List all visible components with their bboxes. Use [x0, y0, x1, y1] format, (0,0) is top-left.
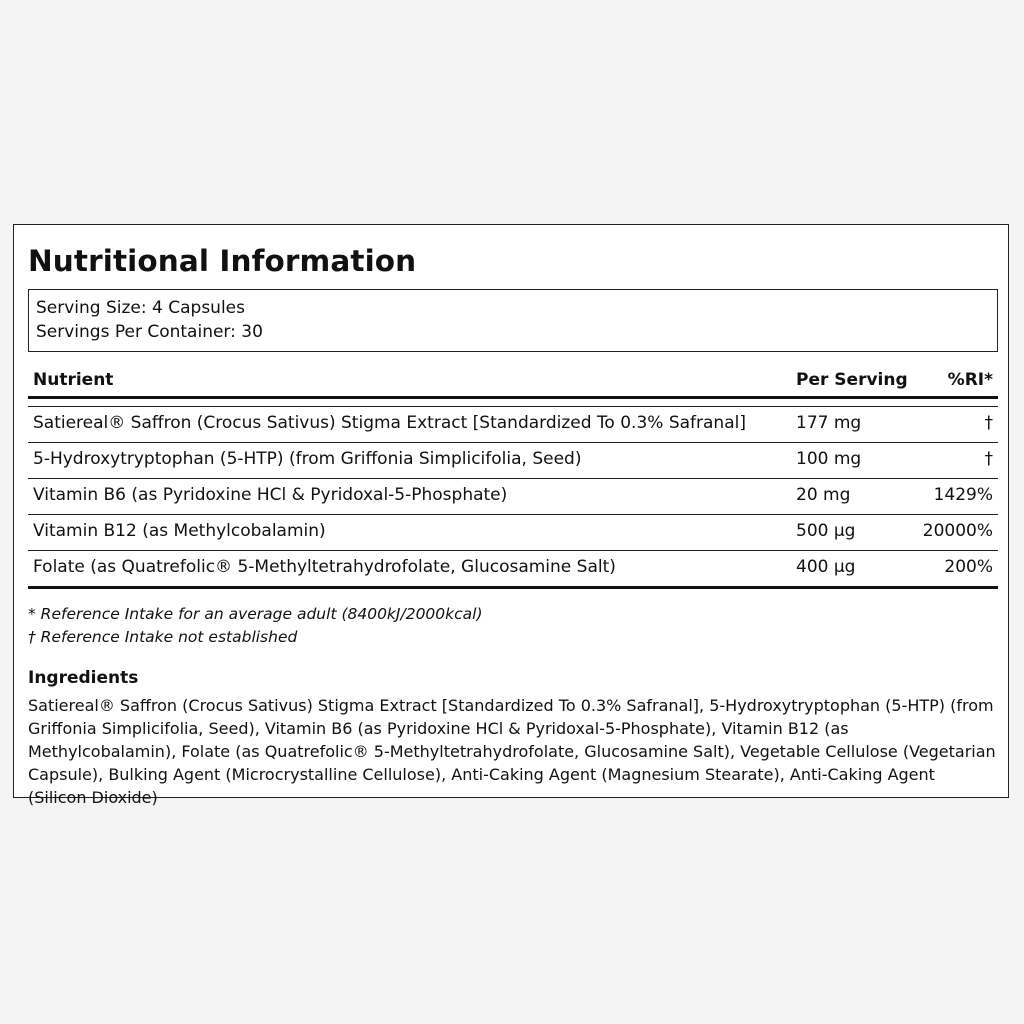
nutrient-amount: 20 mg	[796, 485, 851, 505]
table-row	[28, 443, 998, 479]
footnote-reference-intake: * Reference Intake for an average adult (8400kJ/2000kcal)	[28, 605, 483, 623]
nutrient-ri: 20000%	[922, 521, 993, 541]
table-row	[28, 479, 998, 515]
nutrition-panel	[13, 224, 1009, 807]
header-nutrient: Nutrient	[33, 370, 114, 390]
nutrient-name: 5-Hydroxytryptophan (5-HTP) (from Griffonia Simplicifolia, Seed)	[33, 449, 582, 469]
nutrient-name: Vitamin B6 (as Pyridoxine HCl & Pyridoxal-5-Phosphate)	[33, 485, 508, 505]
panel-title: Nutritional Information	[28, 244, 417, 278]
table-row	[28, 551, 998, 589]
header-ri: %RI*	[947, 370, 993, 390]
nutrient-amount: 500 µg	[796, 521, 856, 541]
nutrient-amount: 177 mg	[796, 413, 862, 433]
nutrient-ri: 200%	[944, 557, 993, 577]
ingredients-heading: Ingredients	[28, 668, 139, 688]
nutrient-name: Folate (as Quatrefolic® 5-Methyltetrahydrofolate, Glucosamine Salt)	[33, 557, 616, 577]
nutrient-amount: 100 mg	[796, 449, 862, 469]
footnotes	[28, 603, 483, 649]
nutrient-table	[28, 365, 998, 589]
nutrient-name: Vitamin B12 (as Methylcobalamin)	[33, 521, 326, 541]
footnote-not-established: † Reference Intake not established	[28, 628, 298, 646]
nutrient-ri: †	[984, 449, 993, 469]
nutrient-ri: 1429%	[933, 485, 993, 505]
nutrient-ri: †	[984, 413, 993, 433]
nutrient-amount: 400 µg	[796, 557, 856, 577]
serving-size: Serving Size: 4 Capsules	[36, 298, 245, 318]
header-per-serving: Per Serving	[796, 370, 908, 390]
table-row	[28, 515, 998, 551]
servings-per-container: Servings Per Container: 30	[36, 322, 263, 342]
table-row	[28, 406, 998, 443]
nutrient-name: Satiereal® Saffron (Crocus Sativus) Stigma Extract [Standardized To 0.3% Safranal]	[33, 413, 746, 433]
serving-info-box	[28, 289, 998, 352]
table-header	[28, 365, 998, 399]
ingredients-text: Satiereal® Saffron (Crocus Sativus) Stigma Extract [Standardized To 0.3% Safranal], 5-Hydroxytryptophan (5-HTP) (from Griffonia Simplicifolia, Seed), Vitamin B6 (as Pyridoxine HCl & Pyridoxal-5-Phosphate), Vitamin B12 (as Methylcobalamin), Folate (as Quatrefolic® 5-Methyltetrahydrofolate, Glucosamine Salt), Vegetable Cellulose (Vegetarian Capsule), Bulking Agent (Microcrystalline Cellulose), Anti-Caking Agent (Magnesium Stearate), Anti-Caking Agent (Silicon Dioxide)	[28, 696, 996, 807]
